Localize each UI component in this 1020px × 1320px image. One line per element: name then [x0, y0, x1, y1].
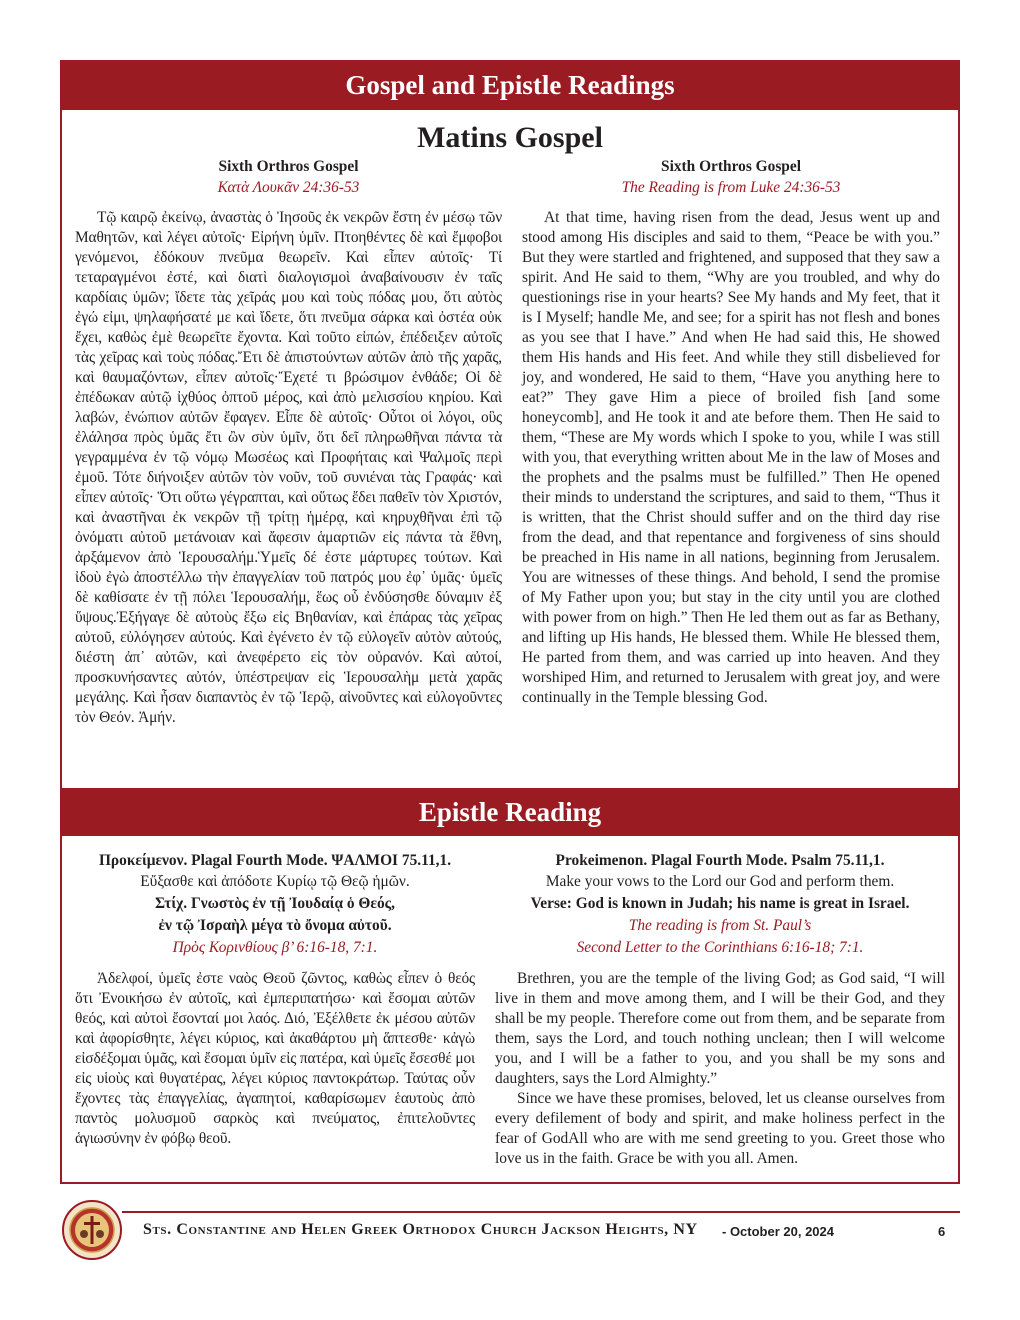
- matins-english-heading: Sixth Orthros Gospel: [661, 158, 801, 175]
- epistle-greek-verse-2: ἐν τῷ Ἰσραὴλ μέγα τὸ ὄνομα αὐτοῦ.: [158, 917, 392, 934]
- epistle-greek-verse-1: Στίχ. Γνωστὸς ἐν τῇ Ἰουδαίᾳ ὁ Θεός,: [154, 895, 396, 912]
- epistle-english-text-2: Since we have these promises, beloved, let us cleanse ourselves from every defilement of body and spirit, and make holiness perfect in the fear of GodAll who are with me send greeting to you. Greet those who love us in the faith. Grace be with you all. Amen.: [495, 1090, 945, 1167]
- matins-english-reference: The Reading is from Luke 24:36-53: [621, 179, 841, 196]
- matins-greek-text: Τῷ καιρῷ ἐκείνῳ, ἀναστὰς ὁ Ἰησοῦς ἐκ νεκρῶν ἔστη ἐν μέσῳ τῶν Μαθητῶν, καὶ λέγει αὐτοῖς· Εἰρήνη ὑμῖν. Πτοηθέντες δὲ καὶ ἔμφοβοι γενόμενοι, ἐδόκουν πνεῦμα θεωρεῖν. Καὶ εἶπεν αὐτοῖς· Τί τεταραγμένοι ἐστέ, καὶ διατὶ διαλογισμοὶ ἀναβαίνουσιν ἐν ταῖς καρδίαις ὑμῶν; ἴδετε τὰς χεῖράς μου καὶ τοὺς πόδας μου, ὅτι αὐτὸς ἐγώ εἰμι, ψηλαφήσατέ με καὶ ἴδετε, ὅτι πνεῦμα σάρκα καὶ ὀστέα οὐκ ἔχει, καθὼς ἐμὲ θεωρεῖτε ἔχοντα. Καὶ τοῦτο εἰπών, ἐπέδειξεν αὐτοῖς τὰς χεῖρας καὶ τοὺς πόδας.Ἔτι δὲ ἀπιστούντων αὐτῶν ἀπὸ τῆς χαρᾶς, καὶ θαυμαζόντων, εἶπεν αὐτοῖς·Ἔχετέ τι βρώσιμον ἐνθάδε; Οἱ δὲ ἐπέδωκαν αὐτῷ ἰχθύος ὀπτοῦ μέρος, καὶ ἀπὸ μελισσίου κηρίου. Καὶ λαβών, ἐνώπιον αὐτῶν ἔφαγεν. Εἶπε δὲ αὐτοῖς· Οὗτοι οἱ λόγοι, οὓς ἐλάλησα πρὸς ὑμᾶς ἔτι ὢν σὺν ὑμῖν, ὅτι δεῖ πληρωθῆναι πάντα τὰ γεγραμμένα ἐν τῷ νόμῳ Μωσέως καὶ Προφήταις καὶ Ψαλμοῖς περὶ ἐμοῦ. Τότε διήνοιξεν αὐτῶν τὸν νοῦν, τοῦ συνιέναι τὰς Γραφάς· καὶ εἶπεν αὐτοῖς· Ὅτι οὕτω γέγραπται, καὶ οὕτως ἔδει παθεῖν τὸν Χριστόν, καὶ ἀναστῆναι ἐκ νεκρῶν τῇ τρίτῃ ἡμέρᾳ, καὶ κηρυχθῆναι ἐπὶ τῷ ὀνόματι αὐτοῦ μετάνοιαν καὶ ἄφεσιν ἁμαρτιῶν εἰς πάντα τὰ ἔθνη, ἀρξάμενον ἀπὸ Ἱερουσαλήμ.Ὑμεῖς δέ ἐστε μάρτυρες τούτων. Καὶ ἰδοὺ ἐγὼ ἀποστέλλω τὴν ἐπαγγελίαν τοῦ πατρός μου ἐφ᾽ ὑμᾶς· ὑμεῖς δὲ καθίσατε ἐν τῇ πόλει Ἱερουσαλήμ, ἕως οὗ ἐνδύσησθε δύναμιν ἐξ ὕψους.Ἐξήγαγε δὲ αὐτοὺς ἔξω εἰς Βηθανίαν, καὶ ἐπάρας τὰς χεῖρας αὐτοῦ, εὐλόγησεν αὐτούς. Καὶ ἐγένετο ἐν τῷ εὐλογεῖν αὐτὸν αὐτούς, διέστη ἀπ᾽ αὐτῶν, καὶ ἀνεφέρετο εἰς τὸν οὐρανόν. Καὶ αὐτοί, προσκυνήσαντες αὐτόν, ὑπέστρεψαν εἰς Ἱερουσαλὴμ μετὰ χαρᾶς μεγάλης. Καὶ ἦσαν διαπαντὸς ἐν τῷ Ἱερῷ, αἰνοῦντες καὶ εὐλογοῦντες τὸν Θεόν. Ἀμήν.: [75, 209, 502, 726]
- matins-title: Matins Gospel: [417, 121, 603, 154]
- church-seal-icon: [62, 1200, 122, 1260]
- epistle-greek-reference: Πρὸς Κορινθίους β’ 6:16-18, 7:1.: [172, 939, 378, 956]
- matins-greek-heading: Sixth Orthros Gospel: [218, 158, 359, 175]
- matins-english-column: [522, 157, 940, 708]
- epistle-greek-line: Εὔξασθε καὶ ἀπόδοτε Κυρίῳ τῷ Θεῷ ἡμῶν.: [140, 873, 410, 890]
- epistle-greek-column: [75, 851, 475, 1149]
- footer-date: - October 20, 2024: [722, 1224, 834, 1239]
- epistle-english-text-1: Brethren, you are the temple of the living God; as God said, “I will live in them and move among them, and I will be their God, and they shall be my people. Therefore come out from them, and be separate from them, says the Lord, and touch nothing unclean; then I will welcome you, and I will be a father to you, and you shall be my sons and daughters, says the Lord Almighty.”: [495, 970, 945, 1087]
- epistle-english-verse: Verse: God is known in Judah; his name is great in Israel.: [530, 895, 910, 912]
- matins-greek-reference: Κατὰ Λουκᾶν 24:36-53: [217, 179, 360, 196]
- epistle-english-reference-1: The reading is from St. Paul’s: [628, 917, 812, 934]
- epistle-english-prokeimenon: Prokeimenon. Plagal Fourth Mode. Psalm 75.11,1.: [555, 852, 885, 869]
- footer-church-name: Sts. Constantine and Helen Greek Orthodox Church Jackson Heights, NY: [143, 1221, 698, 1238]
- page-number: 6: [938, 1224, 946, 1239]
- page-title: Gospel and Epistle Readings: [60, 60, 960, 110]
- epistle-title: Epistle Reading: [60, 788, 960, 836]
- epistle-english-reference-2: Second Letter to the Corinthians 6:16-18; 7:1.: [576, 939, 864, 956]
- matins-english-text: At that time, having risen from the dead, Jesus went up and stood among His disciples and said to them, “Peace be with you.” But they were startled and frightened, and supposed that they saw a spirit. And He said to them, “Why are you troubled, and why do questionings rise in your hearts? See My hands and My feet, that it is I Myself; handle Me, and see; for a spirit has not flesh and bones as you see that I have.” And when He had said this, He showed them His hands and His feet. And while they still disbelieved for joy, and wondered, He said to them, “Have you anything here to eat?” They gave Him a piece of broiled fish [and some honeycomb], and He took it and ate before them. Then He said to them, “These are My words which I spoke to you, while I was still with you, that everything written about Me in the law of Moses and the prophets and the psalms must be fulfilled.” Then He opened their minds to understand the scriptures, and said to them, “Thus it is written, that the Christ should suffer and on the third day rise from the dead, and that repentance and forgiveness of sins should be preached in His name in all nations, beginning from Jerusalem. You are witnesses of these things. And behold, I send the promise of My Father upon you; but stay in the city until you are clothed with power from on high.” Then He led them out as far as Bethany, and lifting up His hands, He blessed them. While He blessed them, He parted from them, and was carried up into heaven. And they worshiped Him, and returned to Jerusalem with great joy, and were continually in the Temple blessing God.: [522, 209, 940, 706]
- footer-divider: [122, 1211, 960, 1213]
- epistle-english-line: Make your vows to the Lord our God and perform them.: [545, 873, 895, 890]
- epistle-greek-text: Ἀδελφοί, ὑμεῖς ἐστε ναὸς Θεοῦ ζῶντος, καθὼς εἶπεν ὁ θεός ὅτι Ἐνοικήσω ἐν αὐτοῖς, καὶ ἐμπεριπατήσω· καὶ ἔσομαι αὐτῶν θεός, καὶ αὐτοὶ ἔσονταί μοι λαός. Διό, Ἐξέλθετε ἐκ μέσου αὐτῶν καὶ ἀφορίσθητε, λέγει κύριος, καὶ ἀκαθάρτου μὴ ἅπτεσθε· κἀγὼ εἰσδέξομαι ὑμᾶς, καὶ ἔσομαι ὑμῖν εἰς πατέρα, καὶ ὑμεῖς ἔσεσθέ μοι εἰς υἱοὺς καὶ θυγατέρας, λέγει κύριος παντοκράτωρ. Ταύτας οὖν ἔχοντες τὰς ἐπαγγελίας, ἀγαπητοί, καθαρίσωμεν ἑαυτοὺς ἀπὸ παντὸς μολυσμοῦ σαρκὸς καὶ πνεύματος, ἐπιτελοῦντες ἁγιωσύνην ἐν φόβῳ θεοῦ.: [75, 970, 475, 1147]
- epistle-english-column: [495, 851, 945, 1169]
- matins-greek-column: [75, 157, 502, 728]
- epistle-greek-prokeimenon: Προκείμενον. Plagal Fourth Mode. ΨΑΛΜΟΙ 75.11,1.: [98, 852, 452, 869]
